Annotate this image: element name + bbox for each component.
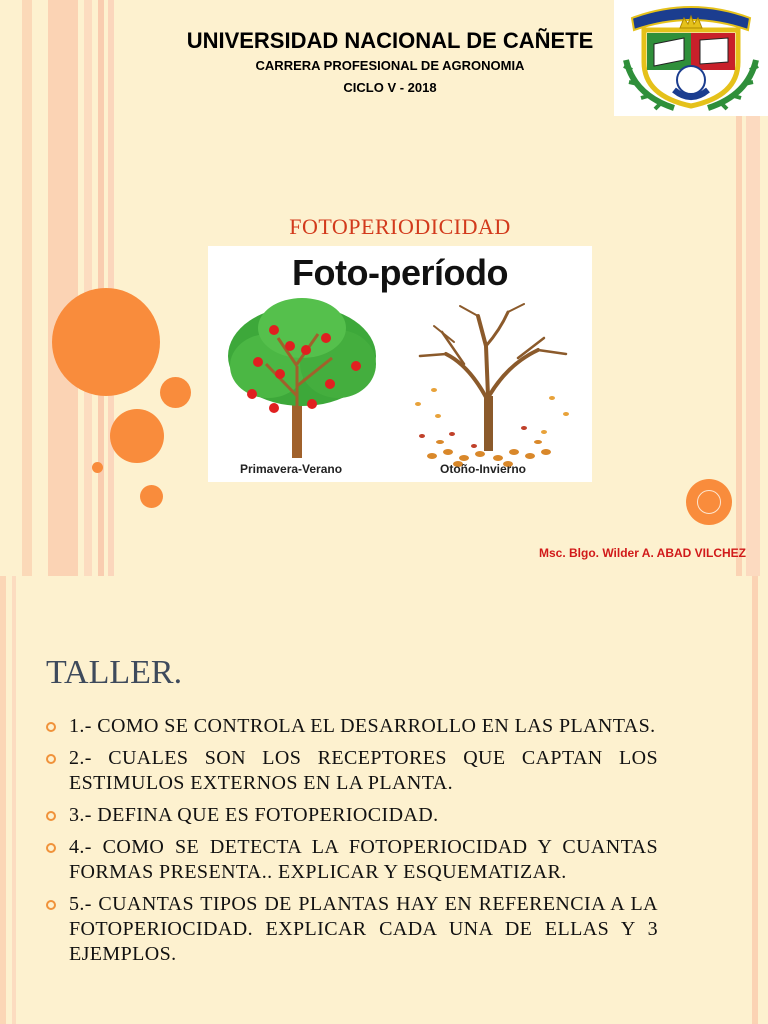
decor-stripe — [48, 0, 78, 576]
decor-ring — [697, 490, 721, 514]
caption-spring-summer: Primavera-Verano — [240, 462, 343, 476]
section-heading: TALLER. — [46, 654, 183, 691]
decor-stripe — [84, 0, 92, 576]
trees-illustration — [208, 246, 592, 482]
workshop-slide — [0, 576, 768, 1024]
bullet-icon — [46, 754, 56, 764]
list-item: 4.- COMO SE DETECTA LA FOTOPERIOCIDAD Y CUANTAS FORMAS PRESENTA.. EXPLICAR Y ESQUEMATIZAR. — [46, 835, 658, 885]
caption-autumn-winter: Otoño-Invierno — [440, 462, 526, 476]
list-item: 5.- CUANTAS TIPOS DE PLANTAS HAY EN REFERENCIA A LA FOTOPERIOCIDAD. EXPLICAR CADA UNA DE ELLAS Y 3 EJEMPLOS. — [46, 892, 658, 967]
decor-stripe — [12, 576, 16, 1024]
photoperiod-image — [208, 246, 592, 482]
bullet-icon — [46, 811, 56, 821]
author-name: Msc. Blgo. Wilder A. ABAD VILCHEZ — [538, 546, 746, 560]
decor-stripe — [22, 0, 32, 576]
decor-circle — [140, 485, 163, 508]
slide-title: FOTOPERIODICIDAD — [289, 214, 511, 239]
career-name: CARRERA PROFESIONAL DE AGRONOMIA — [255, 58, 525, 73]
bullet-icon — [46, 722, 56, 732]
decor-stripe — [736, 116, 742, 576]
decor-stripe — [746, 116, 760, 576]
bullet-icon — [46, 900, 56, 910]
bullet-icon — [46, 843, 56, 853]
decor-circle — [110, 409, 164, 463]
question-list — [46, 714, 658, 974]
university-name: UNIVERSIDAD NACIONAL DE CAÑETE — [186, 28, 594, 53]
list-item: 2.- CUALES SON LOS RECEPTORES QUE CAPTAN LOS ESTIMULOS EXTERNOS EN LA PLANTA. — [46, 746, 658, 796]
university-seal-icon — [614, 0, 768, 116]
decor-stripe — [752, 576, 758, 1024]
list-item: 3.- DEFINA QUE ES FOTOPERIOCIDAD. — [46, 803, 658, 828]
cycle-label: CICLO V - 2018 — [343, 80, 437, 95]
decor-stripe — [0, 576, 6, 1024]
image-heading: Foto-período — [292, 252, 508, 293]
decor-circle — [160, 377, 191, 408]
decor-circle — [52, 288, 160, 396]
decor-circle — [92, 462, 103, 473]
list-item: 1.- COMO SE CONTROLA EL DESARROLLO EN LAS PLANTAS. — [46, 714, 658, 739]
